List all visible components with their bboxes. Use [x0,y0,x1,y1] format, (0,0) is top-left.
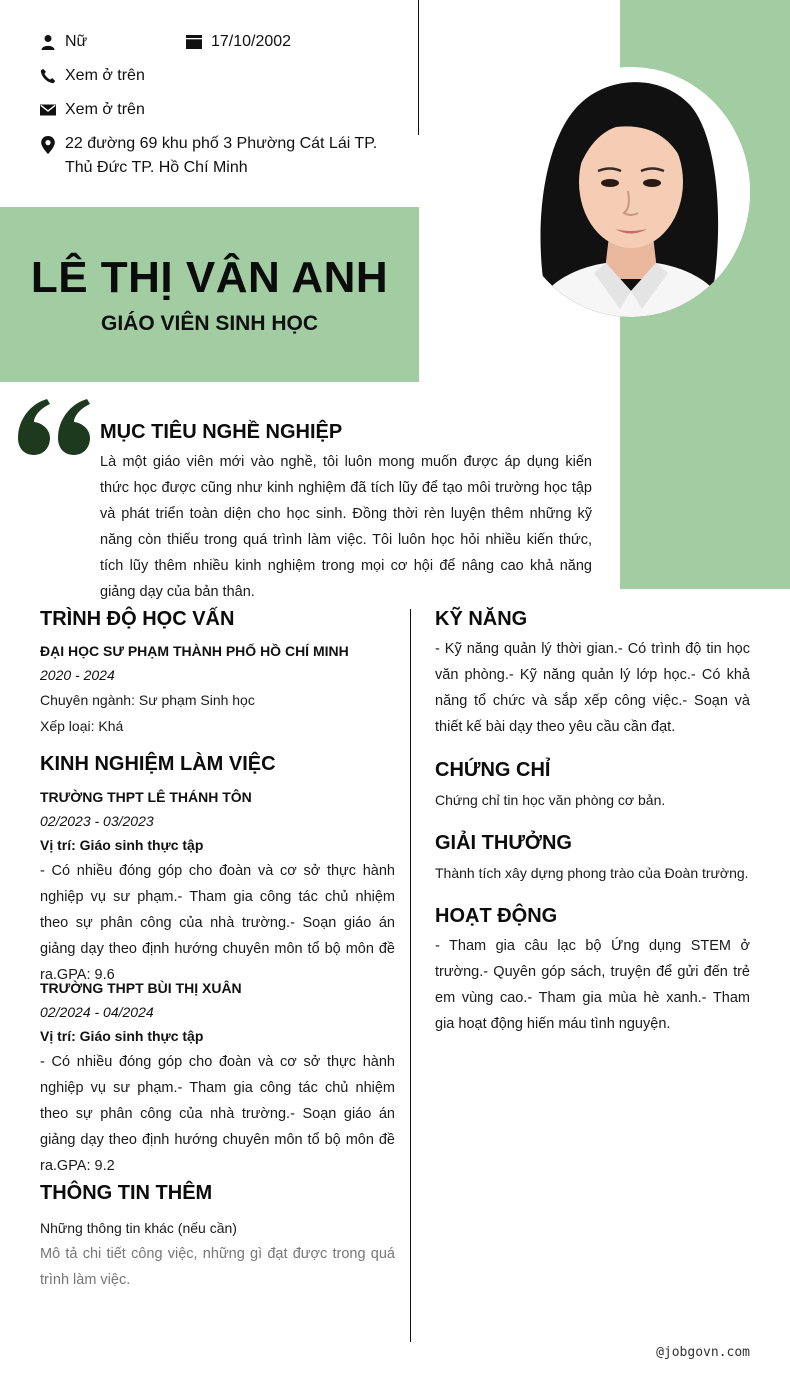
name-banner [0,207,419,382]
education-heading: TRÌNH ĐỘ HỌC VẤN [40,608,235,630]
experience-school: TRƯỜNG THPT LÊ THÁNH TÔN [40,789,252,805]
column-divider [410,609,411,1342]
awards-heading: GIẢI THƯỞNG [435,832,572,854]
phone-icon [40,68,56,84]
address-value: 22 đường 69 khu phố 3 Phường Cát Lái TP. Thủ Đức TP. Hồ Chí Minh [65,135,378,176]
education-major: Chuyên ngành: Sư phạm Sinh học [40,692,255,708]
extra-heading: THÔNG TIN THÊM [40,1182,213,1204]
phone-value: Xem ở trên [65,67,145,84]
activities-text: - Tham gia câu lạc bộ Ứng dụng STEM ở trường.- Quyên góp sách, truyện để gửi đến trẻ em vùng cao.- Tham gia mùa hè xanh.- Tham gia hoạt động hiến máu tình nguyện. [435,938,750,1032]
quote-icon [18,398,94,456]
extra-description: Mô tả chi tiết công việc, những gì đạt được trong quá trình làm việc. [40,1246,395,1288]
experience-period: 02/2024 - 04/2024 [40,1004,154,1020]
header-divider [418,0,419,135]
birthdate-value: 17/10/2002 [211,33,292,50]
portrait-illustration [512,67,750,317]
candidate-name: LÊ THỊ VÂN ANH [30,253,389,302]
experience-description: - Có nhiều đóng góp cho đoàn và cơ sở thực hành nghiệp vụ sư phạm.- Tham gia công tác chủ nhiệm theo sự phân công của nhà trường.- Soạn giáo án giảng dạy theo định hướng chuyên môn tổ bộ môn đề ra.GPA: 9.2 [40,1054,395,1174]
education-grade: Xếp loại: Khá [40,718,124,734]
watermark: @jobgovn.com [656,1345,750,1360]
gender-value: Nữ [65,33,88,50]
education-school: ĐẠI HỌC SƯ PHẠM THÀNH PHỐ HỒ CHÍ MINH [40,643,349,659]
mail-icon [40,102,56,118]
skills-text: - Kỹ năng quản lý thời gian.- Có trình độ tin học văn phòng.- Kỹ năng quản lý lớp học.- Có khả năng tổ chức và sắp xếp công việc.- Soạn và thiết kế bài dạy theo yêu cầu cần đạt. [435,641,750,735]
certificates-text: Chứng chỉ tin học văn phòng cơ bản. [435,792,666,808]
skills-heading: KỸ NĂNG [435,608,528,630]
experience-period: 02/2023 - 03/2023 [40,813,154,829]
profile-photo [512,67,750,317]
extra-line: Những thông tin khác (nếu cần) [40,1220,237,1236]
location-pin-icon [40,136,56,154]
experience-school: TRƯỜNG THPT BÙI THỊ XUÂN [40,980,242,996]
activities-heading: HOẠT ĐỘNG [435,905,558,927]
awards-text: Thành tích xây dựng phong trào của Đoàn trường. [435,865,749,881]
job-title: GIÁO VIÊN SINH HỌC [100,312,319,335]
experience-description: - Có nhiều đóng góp cho đoàn và cơ sở thực hành nghiệp vụ sư phạm.- Tham gia công tác chủ nhiệm theo sự phân công của nhà trường.- Soạn giáo án giảng dạy theo định hướng chuyên môn tổ bộ môn đề ra.GPA: 9.6 [40,863,395,983]
certificates-heading: CHỨNG CHỈ [435,759,551,781]
education-period: 2020 - 2024 [40,667,115,683]
objective-heading: MỤC TIÊU NGHỀ NGHIỆP [100,421,343,443]
calendar-icon [186,34,202,50]
objective-text: Là một giáo viên mới vào nghề, tôi luôn mong muốn được áp dụng kiến thức học được cũng như kinh nghiệm đã tích lũy để tạo môi trường học tập và phát triển toàn diện cho học sinh. Đồng thời rèn luyện thêm những kỹ năng còn thiếu trong quá trình làm việc. Tôi luôn học hỏi nhiều kiến thức, tích lũy thêm nhiều kinh nghiệm trong mọi cơ hội để nâng cao khả năng giảng dạy của bản thân. [100,454,592,600]
person-icon [40,34,56,50]
experience-heading: KINH NGHIỆM LÀM VIỆC [40,753,276,775]
experience-position: Vị trí: Giáo sinh thực tập [40,837,204,853]
email-value: Xem ở trên [65,101,145,118]
experience-position: Vị trí: Giáo sinh thực tập [40,1028,204,1044]
